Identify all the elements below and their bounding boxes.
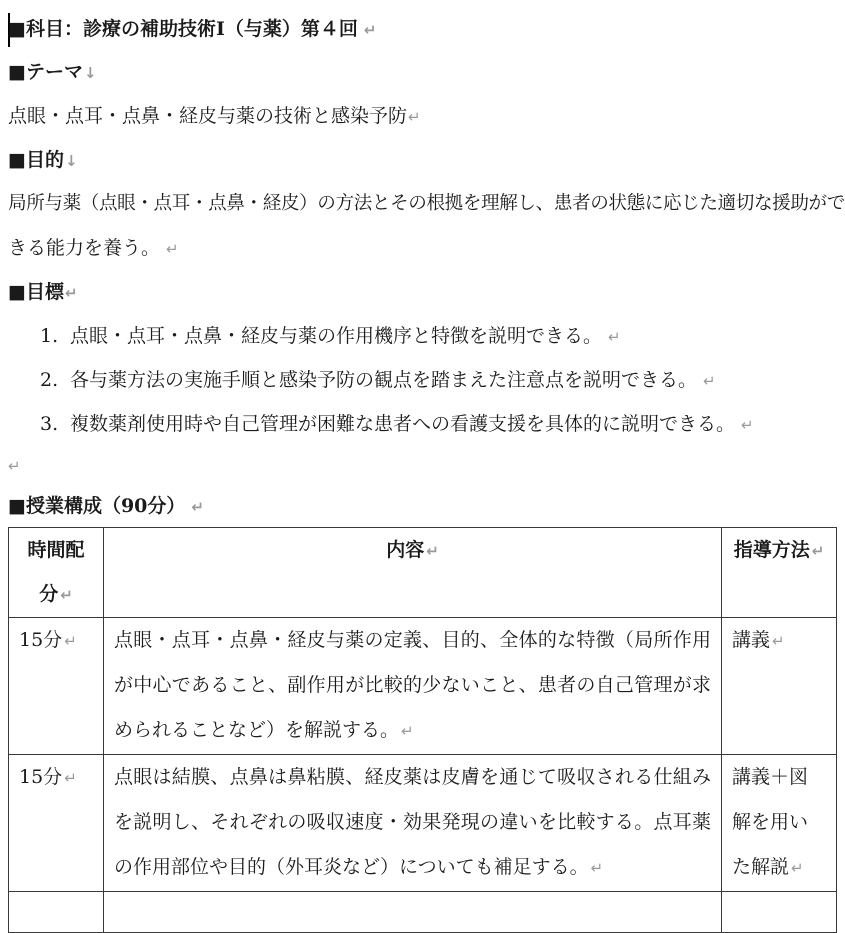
structure-heading bbox=[8, 497, 204, 516]
table-row bbox=[9, 755, 837, 892]
goal-item bbox=[40, 327, 621, 346]
goal-text: 点眼・点耳・点鼻・経皮与薬の作用機序と特徴を説明できる。 bbox=[70, 325, 603, 347]
theme-heading bbox=[8, 63, 97, 82]
header-method: 指導方法 ↵ bbox=[722, 528, 837, 618]
theme-text-content: 点眼・点耳・点鼻・経皮与薬の技術と感染予防 bbox=[8, 105, 408, 127]
goal-text: 各与薬方法の実施手順と感染予防の観点を踏まえた注意点を説明できる。 bbox=[70, 369, 698, 391]
goal-text: 複数薬剤使用時や自己管理が困難な患者への看護支援を具体的に説明できる。 bbox=[70, 413, 736, 435]
theme-heading-text: ■テーマ bbox=[8, 61, 83, 83]
paragraph-mark: ↵ bbox=[8, 457, 21, 475]
purpose-text-line-1: 局所与薬（点眼・点耳・点鼻・経皮）の方法とその根拠を理解し、患者の状態に応じた適切な援助がで bbox=[8, 193, 845, 214]
paragraph-mark: ↵ bbox=[191, 498, 204, 516]
paragraph-mark: ↵ bbox=[408, 108, 421, 126]
paragraph-mark: ↵ bbox=[166, 240, 179, 258]
goal-item bbox=[40, 415, 754, 434]
lesson-schedule-table bbox=[8, 527, 837, 933]
cell-time: 15分 ↵ bbox=[9, 618, 104, 755]
line-break-mark: ↓ bbox=[64, 152, 78, 170]
goal-number: 2. bbox=[40, 369, 59, 391]
paragraph-mark: ↵ bbox=[741, 416, 754, 434]
structure-heading-text: ■授業構成（90分） bbox=[8, 495, 186, 517]
purpose-heading bbox=[8, 151, 78, 170]
table-row bbox=[9, 618, 837, 755]
paragraph-mark: ↵ bbox=[703, 372, 716, 390]
cell-content: 点眼・点耳・点鼻・経皮与薬の定義、目的、全体的な特徴（局所作用が中心であること、副作用が比較的少ないこと、患者の自己管理が求められることなど）を解説する。 ↵ bbox=[104, 618, 722, 755]
cell-method: 講義 ↵ bbox=[722, 618, 837, 755]
goal-number: 3. bbox=[40, 413, 59, 435]
paragraph-mark: ↵ bbox=[363, 21, 377, 39]
header-content: 内容 ↵ bbox=[104, 528, 722, 618]
table-row-partial bbox=[9, 892, 837, 933]
subject-line bbox=[8, 20, 376, 39]
table-header-row bbox=[9, 528, 837, 618]
cell-method: 講義＋図解を用いた解説 ↵ bbox=[722, 755, 837, 892]
purpose-text-line-2: きる能力を養う。 ↵ bbox=[8, 237, 179, 259]
goals-heading-text: ■目標 bbox=[8, 281, 64, 303]
empty-paragraph bbox=[8, 456, 21, 475]
line-break-mark: ↓ bbox=[83, 64, 97, 82]
goals-heading bbox=[8, 283, 78, 302]
paragraph-mark: ↵ bbox=[608, 328, 621, 346]
purpose-heading-text: ■目的 bbox=[8, 149, 64, 171]
cell-content: 点眼は結膜、点鼻は鼻粘膜、経皮薬は皮膚を通じて吸収される仕組みを説明し、それぞれの吸収速度・効果発現の違いを比較する。点耳薬の作用部位や目的（外耳炎など）についても補足する。 ↵ bbox=[104, 755, 722, 892]
theme-text bbox=[8, 107, 421, 126]
subject-text: ■科目：診療の補助技術Ⅰ（与薬）第４回 bbox=[8, 18, 358, 40]
paragraph-mark: ↵ bbox=[64, 284, 78, 302]
cell-time: 15分 ↵ bbox=[9, 755, 104, 892]
goal-number: 1. bbox=[40, 325, 59, 347]
header-time: 時間配分 ↵ bbox=[9, 528, 104, 618]
goal-item bbox=[40, 371, 716, 390]
